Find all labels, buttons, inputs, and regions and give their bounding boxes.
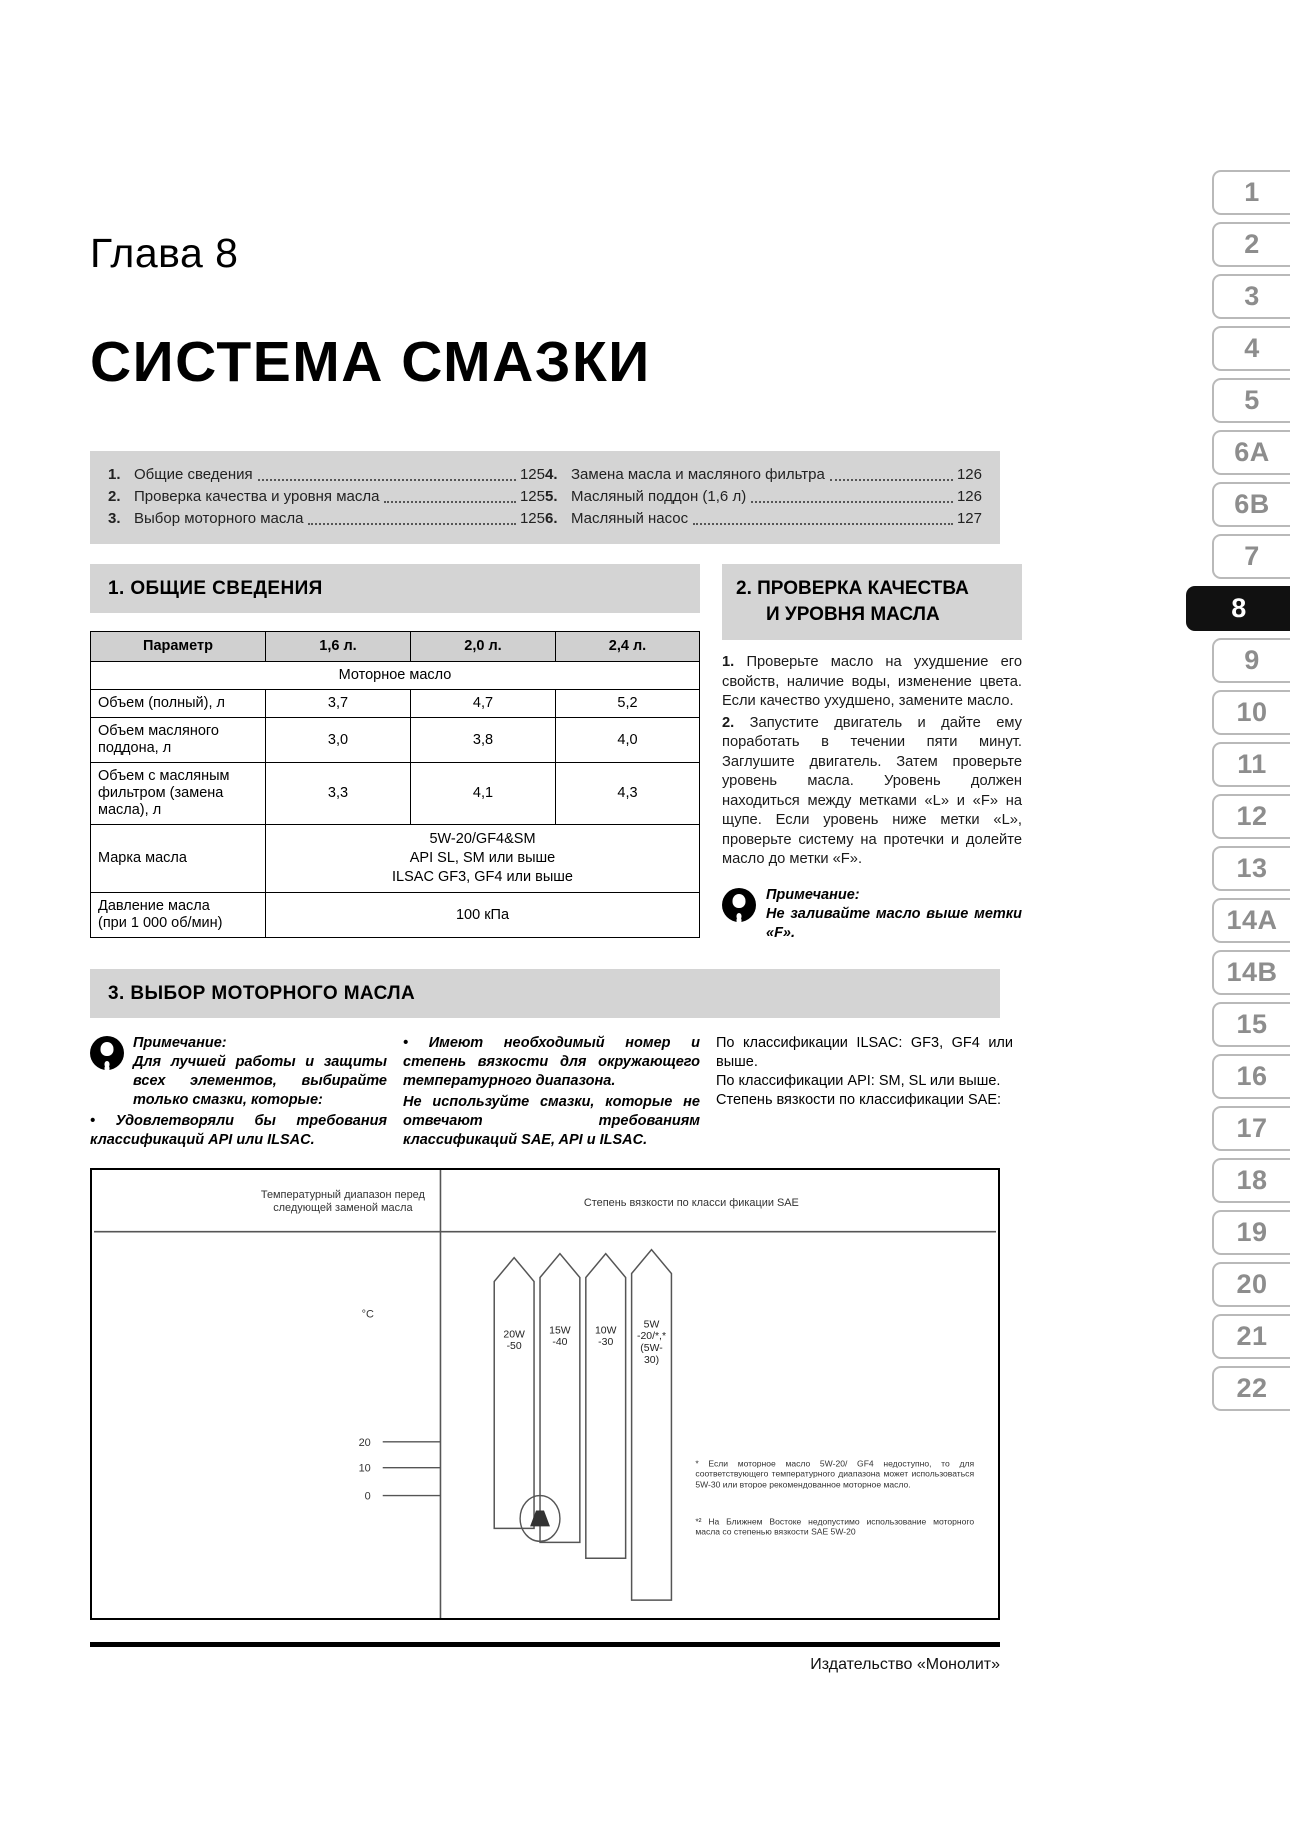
cell-volume-total-16: 3,7 (266, 690, 411, 718)
toc-label: Общие сведения (134, 466, 253, 483)
specifications-table (90, 631, 700, 938)
viscosity-chart-svg (92, 1170, 998, 1618)
band-label-5w-line1: 5W (643, 1318, 660, 1330)
diagram-header-left-line1: Температурный диапазон перед (260, 1188, 425, 1201)
table-row (91, 763, 700, 825)
oil-brand-line-1: 5W-20/GF4&SM (429, 831, 536, 847)
toc-leader (384, 501, 516, 503)
band-label-10w-line1: 10W (594, 1324, 617, 1336)
diagram-axis-unit: °C (361, 1307, 374, 1320)
lightbulb-icon (722, 888, 756, 922)
oil-brand-line-3: ILSAC GF3, GF4 или выше (392, 869, 573, 885)
toc-number: 6. (545, 510, 558, 527)
lightbulb-icon (90, 1036, 124, 1070)
section-2-column (722, 564, 1022, 943)
paragraph-2-text: Запустите двигатель и дайте ему поработать в течении пяти минут. Заглушите двигатель. Затем проверьте уровень масла. Уровень должен находиться между метками «L» и «F» на щупе. Если уровень ниже метки «L», проверьте систему на протечки и долейте масло до метки «F». (722, 714, 1022, 867)
paragraph-1-number: 1. (722, 654, 735, 670)
cell-volume-total-20: 4,7 (411, 690, 556, 718)
diagram-tick-0: 0 (364, 1490, 371, 1503)
oil-pressure-label-line1: Давление масла (98, 898, 210, 914)
viscosity-band-10w (586, 1253, 626, 1558)
note-body: Для лучшей работы и защиты всех элементов, выбирайте только смазки, которые: (133, 1053, 387, 1108)
diagram-tick-20: 20 (358, 1436, 371, 1449)
chapter-tab-8-active[interactable]: 8 (1186, 586, 1290, 631)
toc-leader (751, 501, 953, 503)
band-label-15w-line1: 15W (549, 1324, 571, 1336)
section-3-body (90, 1034, 1013, 1150)
chapter-tab-5[interactable]: 5 (1212, 378, 1290, 423)
toc-item[interactable] (108, 508, 545, 530)
chapter-tab-18[interactable]: 18 (1212, 1158, 1290, 1203)
cell-pan-volume-24: 4,0 (556, 718, 700, 763)
table-row (91, 690, 700, 718)
viscosity-band-20w (494, 1257, 534, 1528)
chapter-tab-14a[interactable]: 14A (1212, 898, 1290, 943)
section-3-column-1 (90, 1034, 387, 1150)
diagram-header-left-line2: следующей заменой масла (273, 1201, 413, 1214)
toc-column-right (545, 464, 982, 530)
col-header-24: 2,4 л. (556, 632, 700, 662)
toc-label: Выбор моторного масла (134, 510, 304, 527)
cell-filter-volume-20: 4,1 (411, 763, 556, 825)
toc-leader (258, 479, 516, 481)
section-1-heading: 1. ОБЩИЕ СВЕДЕНИЯ (90, 564, 700, 613)
toc-column-left (108, 464, 545, 530)
col-header-param: Параметр (91, 632, 266, 662)
toc-item[interactable] (108, 486, 545, 508)
cell-oil-pressure-value: 100 кПа (266, 893, 700, 938)
chapter-label: Глава 8 (90, 230, 239, 276)
toc-item[interactable] (545, 508, 982, 530)
band-label-10w-line2: -30 (598, 1336, 614, 1348)
toc-item[interactable] (545, 464, 982, 486)
toc-number: 5. (545, 488, 558, 505)
diagram-footnote-1-box (695, 1458, 974, 1518)
viscosity-band-5w (632, 1249, 672, 1599)
section-2-note (722, 886, 1022, 943)
section-2-heading-line1: 2. ПРОВЕРКА КАЧЕСТВА (736, 578, 969, 599)
chapter-tab-12[interactable]: 12 (1212, 794, 1290, 839)
note-title: Примечание: (133, 1034, 227, 1051)
chapter-tab-19[interactable]: 19 (1212, 1210, 1290, 1255)
chapter-tab-10[interactable]: 10 (1212, 690, 1290, 735)
toc-leader (308, 523, 516, 525)
section-3-heading: 3. ВЫБОР МОТОРНОГО МАСЛА (90, 969, 1000, 1018)
section-3-note (90, 1034, 387, 1110)
band-label-5w-line2: -20/*,* (637, 1330, 667, 1342)
col-header-16: 1,6 л. (266, 632, 411, 662)
paragraph-1-text: Проверьте масло на ухудшение его свойств, наличие воды, изменение цвета. Если качество ухудшено, замените масло. (722, 654, 1022, 709)
chapter-tab-2[interactable]: 2 (1212, 222, 1290, 267)
chapter-tab-6a[interactable]: 6A (1212, 430, 1290, 475)
page-content (90, 0, 1022, 1674)
table-row (91, 718, 700, 763)
chapter-tab-15[interactable]: 15 (1212, 1002, 1290, 1047)
chapter-tab-1[interactable]: 1 (1212, 170, 1290, 215)
note-body: Не заливайте масло выше метки «F». (766, 905, 1022, 941)
table-group-row (91, 662, 700, 690)
viscosity-diagram (90, 1168, 1000, 1620)
toc-page-number: 125 (519, 510, 545, 527)
note-title: Примечание: (766, 886, 860, 903)
cell-filter-volume-16: 3,3 (266, 763, 411, 825)
row-label-filter-volume: Объем с масляным фильтром (замена масла), л (91, 763, 266, 825)
row-label-pan-volume: Объем масляного поддона, л (91, 718, 266, 763)
section-3-bullet-viscosity: • Имеют необходимый номер и степень вязкости для окружающего температурного диапазона. (403, 1034, 700, 1089)
toc-number: 4. (545, 466, 558, 483)
toc-page-number: 125 (519, 488, 545, 505)
chapter-tab-20[interactable]: 20 (1212, 1262, 1290, 1307)
toc-number: 1. (108, 466, 121, 483)
chapter-tab-7[interactable]: 7 (1212, 534, 1290, 579)
viscosity-band-15w (540, 1253, 580, 1542)
chapter-tab-22[interactable]: 22 (1212, 1366, 1290, 1411)
section-3-ilsac-text: По классификации ILSAC: GF3, GF4 или выше. (716, 1034, 1013, 1070)
row-label-volume-total: Объем (полный), л (91, 690, 266, 718)
chapter-tab-16[interactable]: 16 (1212, 1054, 1290, 1099)
table-row (91, 893, 700, 938)
section-3-column-3 (716, 1034, 1013, 1150)
section-2-paragraph-1 (722, 653, 1022, 712)
section-2-paragraph-2 (722, 714, 1022, 870)
col-header-20: 2,0 л. (411, 632, 556, 662)
cell-volume-total-24: 5,2 (556, 690, 700, 718)
band-label-20w-line2: -50 (506, 1340, 522, 1352)
toc-leader (830, 479, 953, 481)
diagram-footnote-2-box (695, 1516, 974, 1562)
chapter-tab-11[interactable]: 11 (1212, 742, 1290, 787)
chapter-tab-21[interactable]: 21 (1212, 1314, 1290, 1359)
oil-pressure-label-line2: (при 1 000 об/мин) (98, 915, 223, 931)
section-3-api-text: По классификации API: SM, SL или выше. (716, 1072, 1001, 1089)
cell-pan-volume-20: 3,8 (411, 718, 556, 763)
section-3-column-2 (403, 1034, 700, 1150)
toc-item[interactable] (545, 486, 982, 508)
chapter-tab-3[interactable]: 3 (1212, 274, 1290, 319)
paragraph-2-number: 2. (722, 714, 735, 731)
row-label-oil-brand: Марка масла (91, 825, 266, 893)
toc-page-number: 127 (956, 510, 982, 527)
chapter-tab-6b[interactable]: 6B (1212, 482, 1290, 527)
group-label-motor-oil: Моторное масло (91, 662, 700, 690)
section-1-column (90, 564, 700, 943)
section-2-heading (722, 564, 1022, 640)
toc-label: Замена масла и масляного фильтра (571, 466, 825, 483)
section-3-note-text (133, 1034, 387, 1110)
diagram-footnote-2: *² На Ближнем Востоке недопустимо использование моторного масла со степенью вязкости SAE 5W-20 (695, 1515, 975, 1537)
toc-label: Масляный поддон (1,6 л) (571, 488, 747, 505)
oil-brand-line-2: API SL, SM или выше (409, 850, 556, 866)
section-2-note-text (766, 886, 1022, 943)
toc-label: Проверка качества и уровня масла (134, 488, 380, 505)
toc-label: Масляный насос (571, 510, 689, 527)
table-of-contents (90, 451, 1000, 544)
section-3-warning-text: Не используйте смазки, которые не отвечают требованиям классификаций SAE, API и ILSAC. (403, 1093, 700, 1148)
diagram-tick-10: 10 (358, 1462, 371, 1475)
toc-page-number: 126 (956, 466, 982, 483)
band-label-15w-line2: -40 (552, 1336, 568, 1348)
section-3-bullet-api: • Удовлетворяли бы требования классификаций API или ILSAC. (90, 1112, 387, 1148)
chapter-tab-14b[interactable]: 14B (1212, 950, 1290, 995)
chapter-tab-4[interactable]: 4 (1212, 326, 1290, 371)
page-title: СИСТЕМА СМАЗКИ (90, 330, 651, 394)
cell-oil-brand-value (266, 825, 700, 893)
band-label-5w-line4: 30) (643, 1354, 660, 1366)
cell-filter-volume-24: 4,3 (556, 763, 700, 825)
band-label-5w-line3: (5W- (640, 1342, 663, 1354)
diagram-header-right: Степень вязкости по класси фикации SAE (583, 1196, 799, 1209)
band-label-20w-line1: 20W (503, 1328, 525, 1340)
toc-number: 3. (108, 510, 121, 527)
section-2-heading-line2: И УРОВНЯ МАСЛА (766, 604, 940, 625)
toc-leader (693, 523, 953, 525)
toc-number: 2. (108, 488, 121, 505)
section-3-sae-text: Степень вязкости по классификации SAE: (716, 1091, 1002, 1108)
section-1-2-columns (90, 564, 1022, 943)
table-row (91, 825, 700, 893)
toc-item[interactable] (108, 464, 545, 486)
engine-icon (530, 1510, 550, 1526)
chapter-tab-13[interactable]: 13 (1212, 846, 1290, 891)
chapter-tab-9[interactable]: 9 (1212, 638, 1290, 683)
toc-page-number: 125 (519, 466, 545, 483)
chapter-tab-17[interactable]: 17 (1212, 1106, 1290, 1151)
diagram-footnote-1: * Если моторное масло 5W-20/ GF4 недоступно, то для соответствующего температурного диапазона может использоваться 5W-30 или второе рекомендованное моторное масло. (695, 1458, 975, 1489)
table-header-row (91, 632, 700, 662)
publisher-footer: Издательство «Монолит» (810, 1655, 1000, 1673)
toc-page-number: 126 (956, 488, 982, 505)
chapter-tab-rail (1212, 170, 1290, 1411)
cell-pan-volume-16: 3,0 (266, 718, 411, 763)
row-label-oil-pressure (91, 893, 266, 938)
